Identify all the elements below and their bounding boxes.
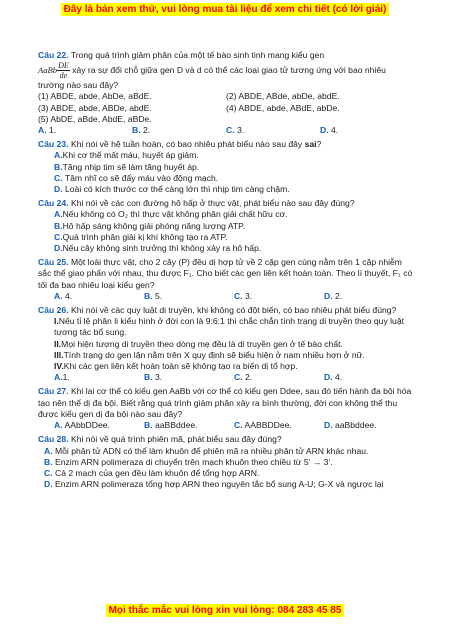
- answer-d: D. aaBbddee.: [324, 420, 377, 431]
- question-27: [38, 386, 414, 431]
- answer-c: C. 3.: [234, 290, 253, 301]
- question-24: [38, 198, 414, 254]
- answer-d: D. Enzim ARN polimeraza tổng hợp ARN theo nguyên tắc bổ sung A-U; G-X và ngược lại: [44, 479, 384, 490]
- answer-b: B. 2.: [132, 125, 151, 136]
- genotype-numerator: DE: [58, 61, 69, 71]
- question-26: [38, 305, 414, 383]
- contact-banner: [0, 604, 450, 618]
- genotype-prefix: AaBb: [38, 64, 58, 75]
- question-25: [38, 257, 414, 302]
- question-text: Trong quá trình giảm phân của một tế bào sinh tinh mang kiểu gen: [70, 50, 325, 60]
- question-number: Câu 24.: [38, 198, 69, 209]
- answer-d: D. Loài có kích thước cơ thể càng lớn thì nhịp tim càng chậm.: [54, 184, 290, 195]
- question-number: Câu 28.: [38, 434, 69, 445]
- question-text: Khi nói về hệ tuần hoàn, có bao nhiêu phát biểu nào sau đây: [70, 139, 303, 150]
- option-1: (1) ABDE, abde, AbDe, aBdE.: [38, 91, 152, 102]
- answer-d: D. 4.: [320, 125, 339, 136]
- question-text: Khi nói về các quy luật di truyền, khi không có đột biến, có bao nhiêu phát biểu đúng?: [70, 305, 397, 316]
- genotype-fraction: [57, 61, 70, 80]
- question-number: Câu 22.: [38, 50, 69, 60]
- answer-b: B. Enzim ARN polimeraza di chuyển trên mạch khuôn theo chiều từ 5’ → 3’.: [44, 456, 333, 467]
- question-23: [38, 139, 414, 195]
- answer-c: C. 2.: [234, 372, 253, 383]
- preview-banner: [0, 3, 450, 17]
- option-2: (2) ABDE, ABde, abDe, abdE.: [226, 91, 340, 102]
- question-28: [38, 434, 414, 490]
- question-number: Câu 25.: [38, 257, 69, 268]
- answer-d: D.Nếu cây không sinh trưởng thì không xảy ra hô hấp.: [54, 243, 262, 254]
- answer-a: A. AAbbDDee.: [54, 420, 110, 431]
- question-22: [38, 50, 414, 136]
- question-text: Khi nói về quá trình phiên mã, phát biểu sau đây đúng?: [70, 434, 282, 445]
- answer-a: A.Khi cơ thể mất máu, huyết áp giảm.: [54, 150, 199, 161]
- answer-row: [38, 372, 414, 383]
- option-4: (4) ABDE, abde, ABdE, abDe.: [226, 102, 340, 113]
- answer-a: A. 1.: [38, 125, 57, 136]
- answer-d: D. 2.: [324, 290, 343, 301]
- answer-c: C. AABBDDee.: [234, 420, 292, 431]
- preview-banner-text: Đây là bản xem thử, vui lòng mua tài liệu để xem chi tiết (có lời giải): [61, 3, 390, 16]
- answer-row: [38, 420, 414, 431]
- answer-a: A. Mỗi phân tử ADN có thể làm khuôn để phiên mã ra nhiều phân tử ARN khác nhau.: [44, 445, 369, 456]
- question-tail: ?: [316, 139, 322, 150]
- answer-b: B. 3.: [144, 372, 163, 383]
- answer-c: C.Quá trình phân giải kị khí không tạo ra ATP.: [54, 231, 228, 242]
- answer-a: A.1.: [54, 372, 70, 383]
- question-text-continued: xảy ra sự đổi chỗ giữa gen D và d có thể các loại giao tử tương ứng với bao nhiêu trường nào sau đây?: [38, 64, 386, 91]
- answer-b: B. 5.: [144, 290, 163, 301]
- question-number: Câu 26.: [38, 305, 69, 316]
- answer-b: B.Tăng nhịp tim sẽ làm tăng huyết áp.: [54, 161, 200, 172]
- answer-c: C. Tâm nhĩ co sẽ đẩy máu vào động mạch.: [54, 172, 219, 183]
- answer-row: [38, 291, 414, 302]
- contact-banner-text: Mọi thắc mắc vui lòng xin vui lòng: 084 283 45 85: [106, 604, 345, 617]
- answer-a: A. 4.: [54, 290, 73, 301]
- genotype-denominator: de: [59, 71, 68, 81]
- question-text: Khi nói về các con đường hô hấp ở thực vật, phát biểu nào sau đây đúng?: [70, 198, 355, 209]
- question-list: [38, 50, 414, 493]
- option-3: (3) ABDE, abde, ABDe, abdE.: [38, 102, 152, 113]
- question-text: Một loài thực vật, cho 2 cây (P) đều dị hợp tử về 2 cặp gen cùng nằm trên 1 cặp nhiễm sắc thể giao phấn với nhau, thu được F₁. Cho biết các gen liên kết hoàn toàn. Theo lí thuyết, F₁ có tối đa bao nhiêu loại kiểu gen?: [38, 257, 413, 290]
- question-number: Câu 27.: [38, 386, 69, 397]
- answer-c: C. Cả 2 mạch của gen đều làm khuôn để tổng hợp ARN.: [44, 467, 260, 478]
- answer-a: A.Nếu không có O₂ thì thực vật không phân giải chất hữu cơ.: [54, 209, 288, 220]
- option-5: (5) AbDE, aBde, AbdE, aBDe.: [38, 113, 152, 124]
- emphasis-word: sai: [304, 139, 317, 150]
- statement-4: IV.Khi các gen liên kết hoàn toàn sẽ không tạo ra biến dị tổ hợp.: [54, 361, 298, 372]
- question-number: Câu 23.: [38, 139, 69, 150]
- answer-c: C. 3.: [226, 125, 245, 136]
- question-text: Khi lai cơ thể có kiểu gen AaBb với cơ thể có kiểu gen Ddee, sau đó tiến hành đa bội hóa tạo nên thể dị đa bội. Biết rằng quá trình giảm phân xảy ra bình thường, đời con không thể thu được kiểu gen dị đa bội nào sau đây?: [38, 386, 412, 419]
- statement-2: II.Mọi hiện tượng di truyền theo dòng mẹ đều là di truyền gen ở tế bào chất.: [54, 338, 343, 349]
- statement-3: III.Tính trạng do gen lặn nằm trên X quy định sẽ biểu hiện ở nam nhiều hơn ở nữ.: [54, 349, 365, 360]
- answer-d: D. 4.: [324, 372, 343, 383]
- answer-b: B.Hô hấp sáng không giải phóng năng lượng ATP.: [54, 220, 246, 231]
- answer-b: B. aaBBddee.: [144, 420, 198, 431]
- statement-1: I.Nếu tỉ lệ phân li kiểu hình ở đời con là 9:6:1 thì chắc chắn tính trạng di truyền theo quy luật tương tác bổ sung.: [54, 316, 404, 338]
- answer-row: [38, 125, 414, 136]
